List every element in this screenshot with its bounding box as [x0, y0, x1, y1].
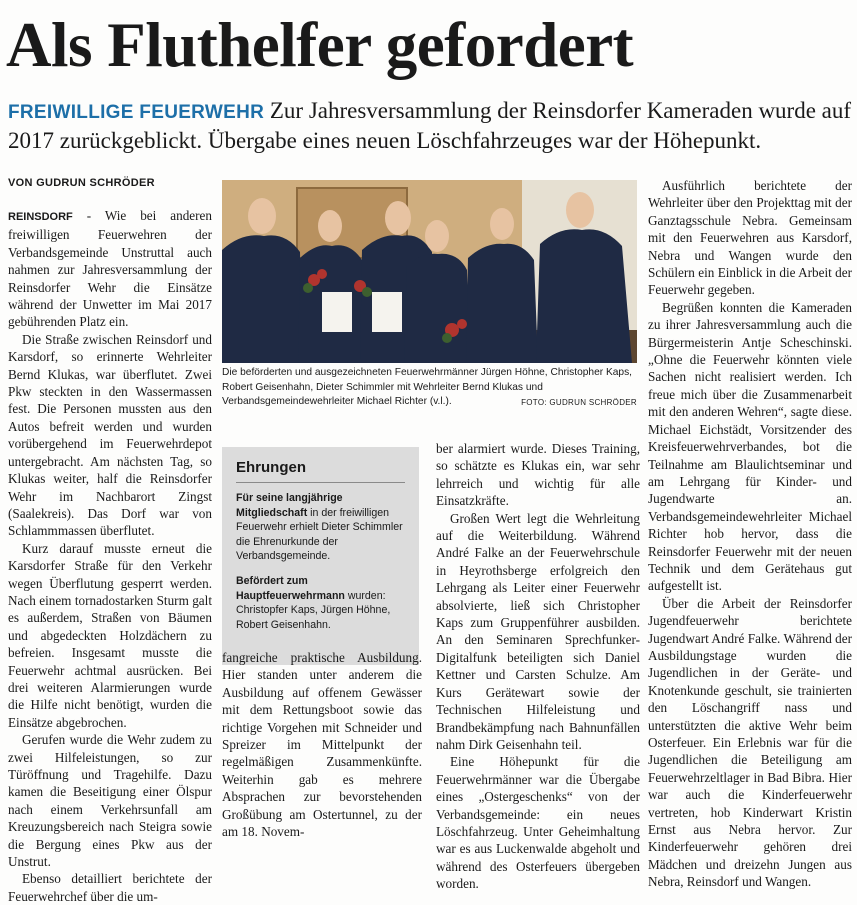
headline: Als Fluthelfer gefordert	[6, 10, 634, 80]
honors-infobox	[222, 447, 419, 665]
group-photo	[222, 180, 637, 363]
article-column-3	[436, 440, 640, 892]
infobox-paragraph	[236, 491, 405, 564]
infobox-paragraph	[236, 574, 405, 632]
infobox-lead: Für seine langjährige Mitgliedschaft	[236, 492, 343, 519]
caption-text: Die beförderten und ausgezeichneten Feuerwehrmänner Jürgen Höhne, Christopher Kaps, Robert Geisenhahn, Dieter Schimmler mit Wehrleiter Bernd Klukas und Verbandsgemeindewehrleiter Michael Richter (v.l.).	[222, 367, 633, 407]
infobox-title: Ehrungen	[236, 459, 306, 476]
paragraph: fangreiche praktische Ausbildung. Hier standen unter anderem die Ausbildung auf offenem Gewässer mit dem Rettungsboot sowie das richtige Vorgehen mit Schneider und Spreizer im Mittelpunkt der regelmäßigen Zusammenkünfte. Weiterhin gab es mehrere Absprachen zur bevorstehenden Großübung am Ostertunnel, zu der am 18. Novem-	[222, 650, 422, 840]
paragraph: ber alarmiert wurde. Dieses Training, so schätzte es Klukas ein, war sehr lehrreich und wichtig für alle Einsatzkräfte.	[436, 441, 640, 509]
infobox-text: wurden: Christopfer Kaps, Jürgen Höhne, Robert Geisenhahn.	[236, 589, 391, 631]
intro-text: Zur Jahresversammlung der Reinsdorfer Kameraden wurde auf 2017 zurückgeblickt. Übergabe eines neuen Löschfahrzeuges war der Höhepunkt.	[8, 98, 852, 153]
photo-caption	[222, 366, 637, 411]
article-column-2	[222, 649, 422, 874]
paragraph-text: - Wie bei anderen freiwilligen Feuerwehren der Verbandsgemeinde Unstruttal auch nahmen zur Jahresversammlung der Reinsdorfer Wehr die Einsätze während der Unwetter im Mai 2017 gebührenden Platz ein.	[8, 208, 212, 330]
photo-illustration	[222, 180, 637, 363]
article-column-4	[648, 177, 852, 890]
paragraph: Gerufen wurde die Wehr zudem zu zwei Hilfeleistungen, so zur Türöffnung und Tragehilfe. Dazu kamen die Beseitigung einer Ölspur nach einem Verkehrsunfall am Kreuzungsbereich nach Steigra sowie die Bergung eines Pkw aus der Unstrut.	[8, 732, 212, 870]
article-column-1	[8, 207, 212, 904]
paragraph: Über die Arbeit der Reinsdorfer Jugendfeuerwehr berichtete Jugendwart André Falke. Während der Ausbildungstage wurden die Jugendlichen in der Geräte- und Knotenkunde geschult, sie trainierten den Löschangriff nass und unterstützten die aktive Wehr beim Osterfeuer. Ein Erlebnis war für die Jugendlichen die Beteiligung am Feuerwehrzeltlager in Bad Bibra. Hier war auch die Kinderfeuerwehr vertreten, hob Kinderwart Kristin Ernst aus Nebra hervor. Zur Kinderfeuerwehr gehören drei Mädchen und dreizehn Jungen aus Nebra, Reinsdorf und Wangen.	[648, 595, 852, 890]
paragraph	[8, 207, 212, 331]
kicker-label: FREIWILLIGE FEUERWEHR	[8, 102, 265, 123]
byline: VON GUDRUN SCHRÖDER	[8, 177, 155, 189]
paragraph: Eine Höhepunkt für die Feuerwehrmänner war die Übergabe eines „Ostergeschenks“ von der Verbandsgemeinde: ein neues Löschfahrzeug. Unter Geheimhaltung war es aus Luckenwalde abgeholt und während des Osterfeuers übergeben worden.	[436, 754, 640, 892]
location-label: REINSDORF	[8, 211, 73, 223]
photo-credit: FOTO: GUDRUN SCHRÖDER	[521, 398, 637, 407]
infobox-divider	[236, 482, 405, 483]
paragraph: Kurz darauf musste erneut die Karsdorfer Straße für den Verkehr wegen Überflutung gesperrt werden. Nach einem tornadostarken Sturm galt es außerdem, Straßen von Bäumen und abgedeckten Holzdächern zu befreien. Insgesamt musste die Feuerwehr achtmal ausrücken. Bei drei weiteren Alarmierungen wurde die Hilfe nicht benötigt, wurden die Einsätze abgebrochen.	[8, 540, 212, 730]
paragraph: Begrüßen konnten die Kameraden zu ihrer Jahresversammlung auch die Bürgermeisterin Antje Scheschinski. „Ohne die Feuerwehr könnten viele Sachen nicht realisiert werden. Ich freue mich über die Zusammenarbeit mit den anderen Wehren“, sagte diese. Michael Eichstädt, Vorsitzender des Kreisfeuerwehrverbandes, bot die Teilnahme am Blaulichtseminar und am Lehrgang für Kinder- und Jugendwarte an. Verbandsgemeindewehrleiter Michael Richter hob hervor, dass die Reinsdorfer Feuerwehr mit der neuen Technik und dem Gerätehaus gut aufgestellt ist.	[648, 299, 852, 594]
infobox-lead: Befördert zum Hauptfeuerwehrmann	[236, 574, 345, 602]
paragraph: Großen Wert legt die Wehrleitung auf die Weiterbildung. Während André Falke an der Feuerwehrschule in Heyrothsberge erfolgreich den Lehrgang als Leiter einer Feuerwehr absolvierte, ließ sich Christopher Kaps zum Gruppenführer ausbilden. An den Seminaren Sprechfunker-Digitalfunk beteiligten sich Daniel Kettner und Carsten Schulze. Am Kurs Gerätewart sowie der Technischen Hilfeleistung und Brandbekämpfung nach Bahnunfällen nahm Dirk Geisenhahn teil.	[436, 510, 640, 752]
paragraph: Ausführlich berichtete der Wehrleiter über den Projekttag mit der Ganztagsschule Nebra. Gemeinsam mit den Feuerwehren aus Karsdorf, Nebra und Wangen wurde den Schülern ein Einblick in die Arbeit der Feuerwehr gegeben.	[648, 178, 852, 298]
infobox-text: in der freiwilligen Feuerwehr erhielt Dieter Schimmler die Ehrenurkunde der Verbandsgemeinde.	[236, 506, 403, 563]
paragraph: Ebenso detailliert berichtete der Feuerwehrchef über die um-	[8, 871, 212, 904]
intro-paragraph	[8, 97, 853, 155]
paragraph: Die Straße zwischen Reinsdorf und Karsdorf, so erinnerte Wehrleiter Bernd Klukas, war überflutet. Zwei Pkw steckten in den Wassermassen fest. Die Personen mussten aus den Autos befreit werden und wurden vorübergehend im Feuerwehrdepot untergebracht. Am nächsten Tag, so Klukas weiter, half die Reinsdorfer Wehr im Nachbarort Zingst (Saalekreis). Das Dorf war von Schlammmassen überflutet.	[8, 331, 212, 539]
